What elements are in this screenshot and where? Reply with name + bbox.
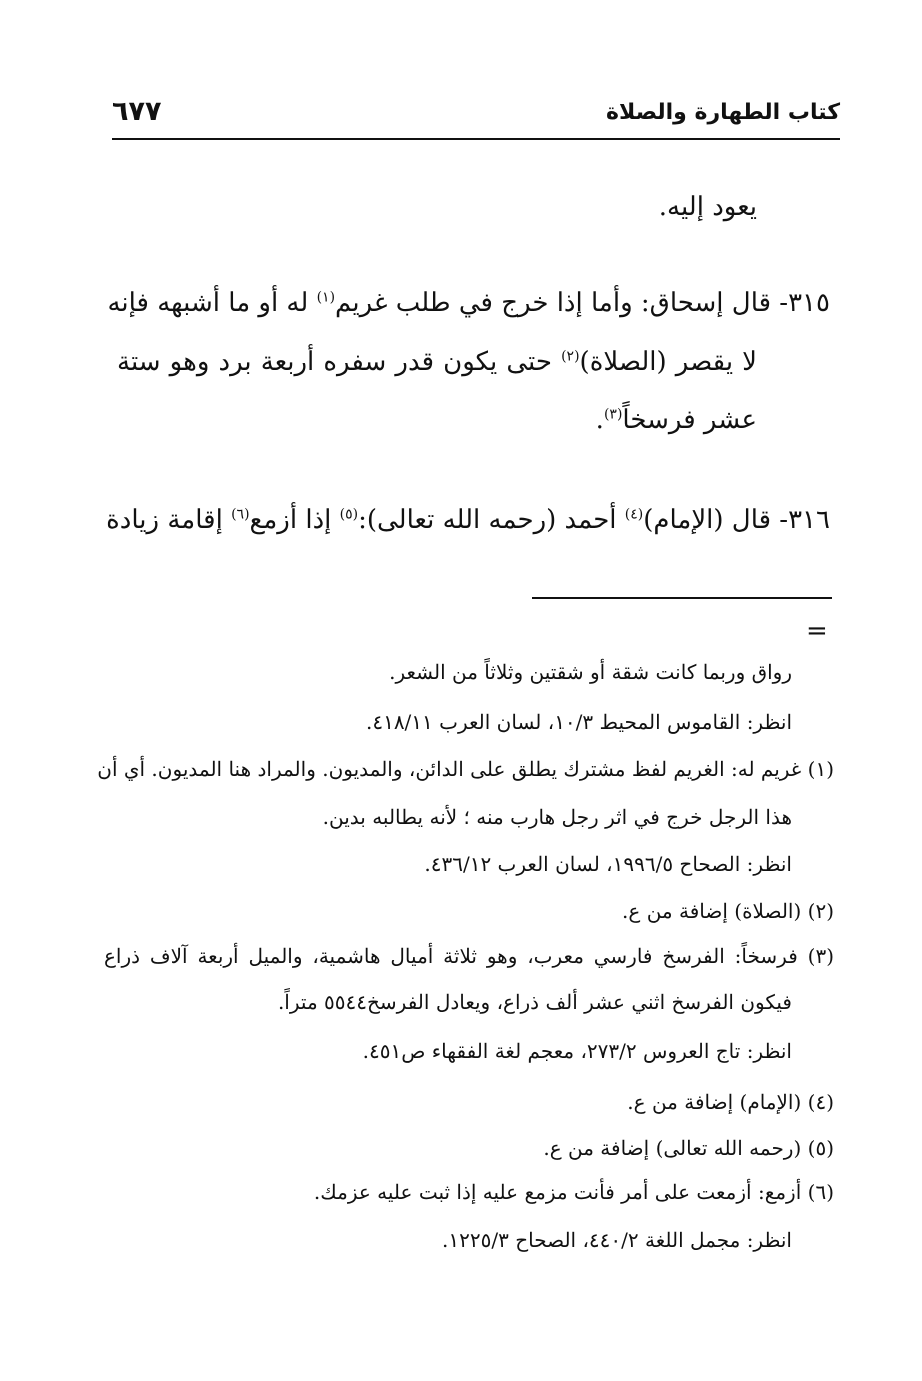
text-line: يعود إليه. [658,192,757,222]
paragraph-316-line-1 [106,505,830,536]
footnote-ref-2: (٢) [561,348,580,365]
footnote-1-line-1: (١) غريم له: الغريم لفظ مشترك يطلق على الدائن، والمديون. والمراد هنا المديون. أي أن [97,757,834,781]
footnote-6-line-2: انظر: مجمل اللغة ٤٤٠/٢، الصحاح ١٢٢٥/٣. [442,1228,792,1252]
footnote-ref-1: (١) [316,289,336,306]
footnote-3-line-1: (٣) فرسخاً: الفرسخ فارسي معرب، وهو ثلاثة أميال هاشمية، والميل أربعة آلاف ذراع [104,944,834,968]
footnote-5: (٥) (رحمه الله تعالى) إضافة من ع. [543,1136,834,1160]
text-run: إقامة زيادة [106,505,232,535]
footnote-3-line-2: فيكون الفرسخ اثني عشر ألف ذراع، ويعادل الفرسخ٥٥٤٤ متراً. [277,990,792,1014]
text-run: له أو ما أشبهه فإنه [107,288,317,318]
paragraph-315-line-3 [596,405,757,436]
footnote-line: انظر: القاموس المحيط ١٠/٣، لسان العرب ٤١٨/١١. [365,710,792,734]
footnote-ref-3: (٣) [603,406,623,423]
running-header [112,96,840,136]
footnote-ref-5: (٥) [339,506,359,523]
footnote-ref-4: (٤) [624,506,644,523]
footnote-6-line-1: (٦) أزمع: أزمعت على أمر فأنت مزمع عليه إذا ثبت عليه عزمك. [313,1180,834,1204]
text-run: عشر فرسخاً [622,405,757,435]
footnote-line: رواق وربما كانت شقة أو شقتين وثلاثاً من الشعر. [389,660,792,684]
footnote-1-line-2: هذا الرجل خرج في اثر رجل هارب منه ؛ لأنه يطالبه بدين. [322,805,792,829]
footnote-ref-6: (٦) [231,506,250,523]
footnote-4: (٤) (الإمام) إضافة من ع. [627,1090,834,1114]
paragraph-315-line-2 [117,347,757,378]
footnote-2: (٢) (الصلاة) إضافة من ع. [622,899,834,923]
page-number: ٦٧٧ [112,96,162,127]
text-run: ٣١٥- قال إسحاق: وأما إذا خرج في طلب غريم [335,288,830,318]
continuation-mark: = [806,616,828,646]
footnote-separator [532,597,832,599]
text-run: حتى يكون قدر سفره أربعة برد وهو ستة [117,347,562,377]
paragraph-315-line-1 [107,288,830,319]
footnote-1-line-3: انظر: الصحاح ١٩٩٦/٥، لسان العرب ٤٣٦/١٢. [424,852,792,876]
text-run: أحمد (رحمه الله تعالى): [358,505,625,535]
header-rule [112,138,840,140]
text-run: إذا أزمع [249,505,340,535]
footnote-3-line-3: انظر: تاج العروس ٢٧٣/٢، معجم لغة الفقهاء ص٤٥١. [362,1039,792,1063]
text-run: . [595,405,604,435]
book-title: كتاب الطهارة والصلاة [606,100,840,125]
text-run: ٣١٦- قال (الإمام) [643,505,830,535]
text-run: لا يقصر (الصلاة) [579,347,757,377]
